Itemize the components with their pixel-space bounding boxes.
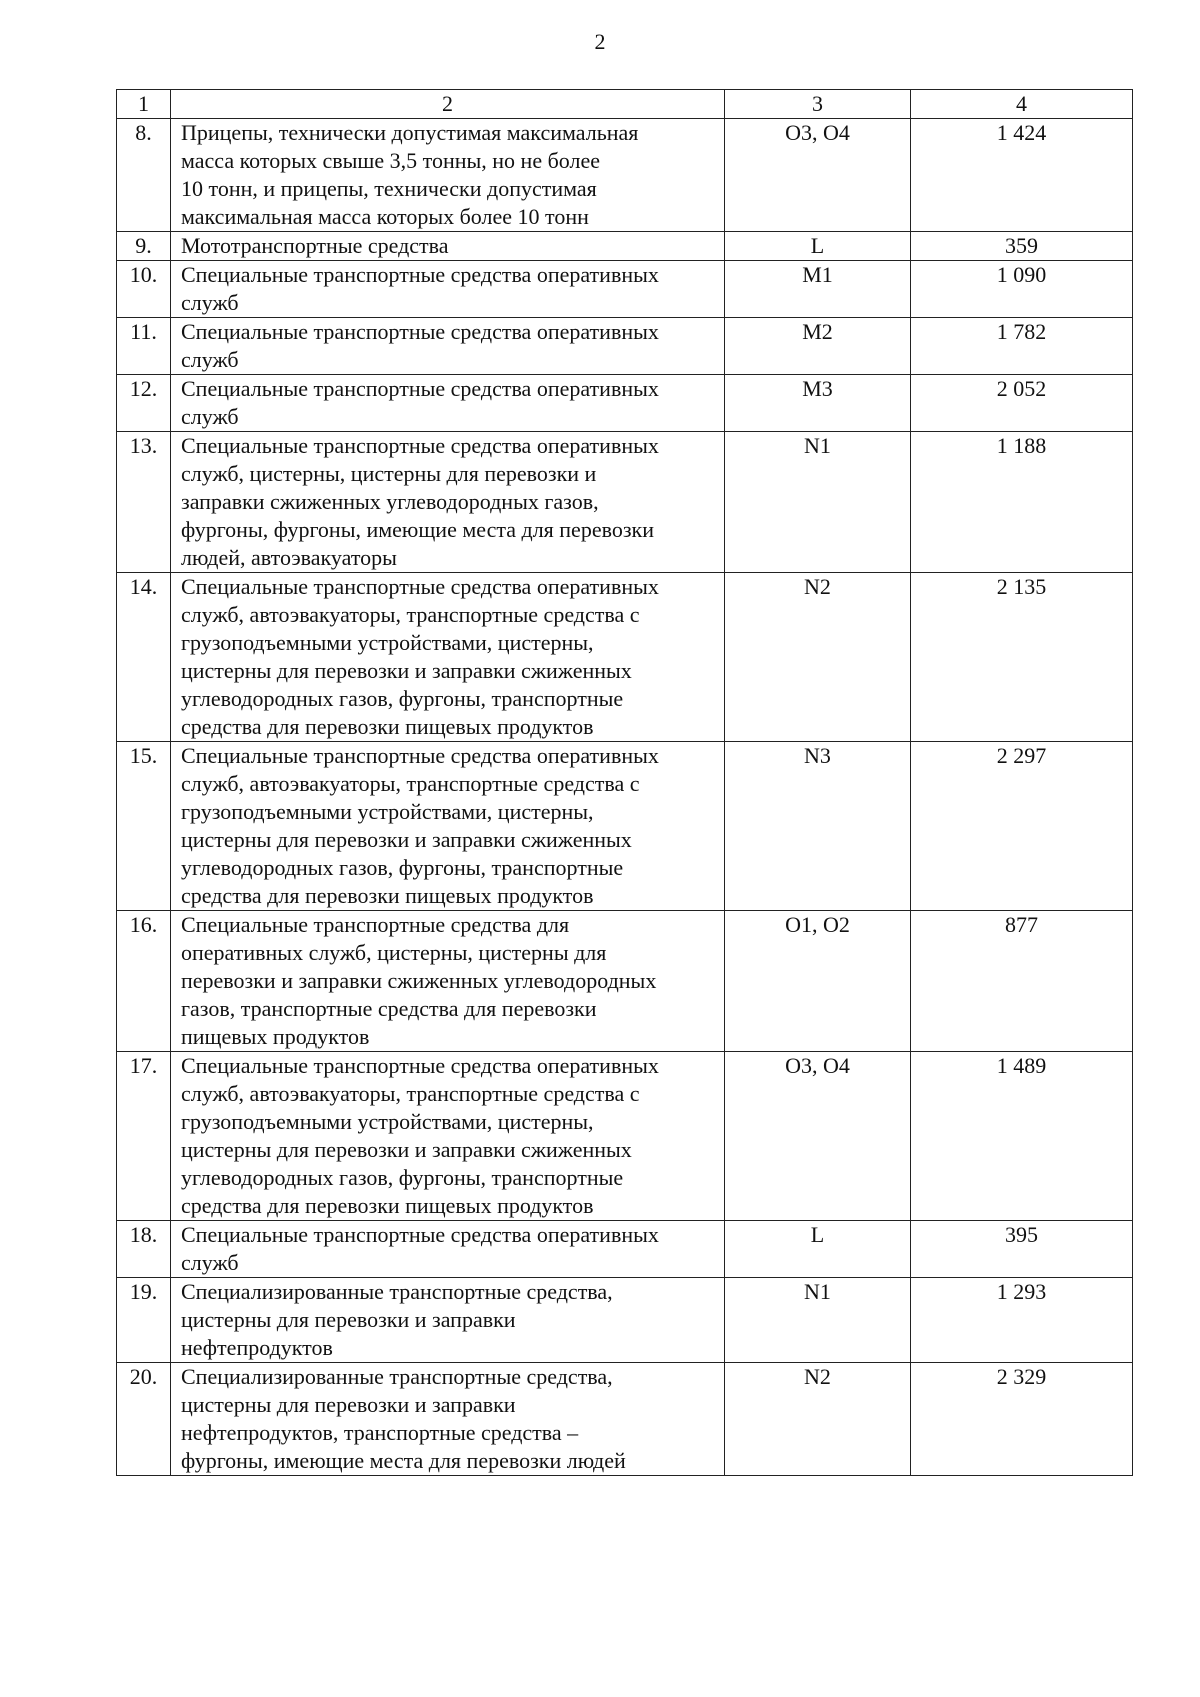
description-line: Специальные транспортные средства оперативных <box>181 743 659 768</box>
row-number: 9. <box>117 232 171 261</box>
vehicle-description <box>171 318 725 375</box>
description-line: Специальные транспортные средства оперативных <box>181 1053 659 1078</box>
header-col-1: 1 <box>117 90 171 119</box>
row-number: 13. <box>117 432 171 573</box>
vehicle-category: O1, O2 <box>725 911 911 1052</box>
description-line: оперативных служб, цистерны, цистерны для <box>181 940 607 965</box>
description-line: Специальные транспортные средства оперативных <box>181 319 659 344</box>
row-number: 17. <box>117 1052 171 1221</box>
description-line: Прицепы, технически допустимая максимальная <box>181 120 639 145</box>
description-line: грузоподъемными устройствами, цистерны, <box>181 630 594 655</box>
vehicle-category: N1 <box>725 432 911 573</box>
description-line: средства для перевозки пищевых продуктов <box>181 883 594 908</box>
vehicle-category: L <box>725 1221 911 1278</box>
description-line: Специальные транспортные средства оперативных <box>181 262 659 287</box>
description-line: служб <box>181 1250 239 1275</box>
rate-value: 1 090 <box>911 261 1133 318</box>
description-line: углеводородных газов, фургоны, транспортные <box>181 686 624 711</box>
description-line: людей, автоэвакуаторы <box>181 545 397 570</box>
description-line: Специальные транспортные средства оперативных <box>181 1222 659 1247</box>
description-line: средства для перевозки пищевых продуктов <box>181 714 594 739</box>
table-row <box>117 1363 1133 1476</box>
rate-value: 877 <box>911 911 1133 1052</box>
description-line: служб, цистерны, цистерны для перевозки и <box>181 461 597 486</box>
table-row <box>117 1278 1133 1363</box>
rate-value: 1 489 <box>911 1052 1133 1221</box>
vehicle-description <box>171 432 725 573</box>
description-line: максимальная масса которых более 10 тонн <box>181 204 589 229</box>
description-line: заправки сжиженных углеводородных газов, <box>181 489 599 514</box>
description-line: служб, автоэвакуаторы, транспортные средства с <box>181 1081 640 1106</box>
table-row <box>117 911 1133 1052</box>
table-row <box>117 261 1133 318</box>
description-line: Специальные транспортные средства оперативных <box>181 433 659 458</box>
vehicle-category: N2 <box>725 1363 911 1476</box>
description-line: Специальные транспортные средства оперативных <box>181 376 659 401</box>
vehicle-description <box>171 261 725 318</box>
row-number: 19. <box>117 1278 171 1363</box>
description-line: Специальные транспортные средства для <box>181 912 570 937</box>
table-row <box>117 1052 1133 1221</box>
description-line: 10 тонн, и прицепы, технически допустимая <box>181 176 597 201</box>
row-number: 14. <box>117 573 171 742</box>
table-row <box>117 318 1133 375</box>
row-number: 8. <box>117 119 171 232</box>
tariff-table <box>116 89 1133 1476</box>
description-line: углеводородных газов, фургоны, транспортные <box>181 1165 624 1190</box>
description-line: перевозки и заправки сжиженных углеводородных <box>181 968 657 993</box>
vehicle-description <box>171 1221 725 1278</box>
description-line: Специализированные транспортные средства, <box>181 1364 613 1389</box>
table-row <box>117 119 1133 232</box>
vehicle-description <box>171 911 725 1052</box>
description-line: цистерны для перевозки и заправки <box>181 1392 516 1417</box>
header-col-2: 2 <box>171 90 725 119</box>
vehicle-description <box>171 742 725 911</box>
description-line: газов, транспортные средства для перевозки <box>181 996 597 1021</box>
description-line: нефтепродуктов <box>181 1335 333 1360</box>
description-line: цистерны для перевозки и заправки сжиженных <box>181 1137 632 1162</box>
vehicle-description <box>171 1278 725 1363</box>
header-col-3: 3 <box>725 90 911 119</box>
header-col-4: 4 <box>911 90 1133 119</box>
vehicle-description <box>171 573 725 742</box>
vehicle-description <box>171 1052 725 1221</box>
row-number: 12. <box>117 375 171 432</box>
vehicle-category: M3 <box>725 375 911 432</box>
vehicle-description <box>171 119 725 232</box>
table-row <box>117 232 1133 261</box>
description-line: Специализированные транспортные средства, <box>181 1279 613 1304</box>
vehicle-category: N2 <box>725 573 911 742</box>
description-line: служб, автоэвакуаторы, транспортные средства с <box>181 771 640 796</box>
description-line: служб <box>181 347 239 372</box>
vehicle-category: L <box>725 232 911 261</box>
description-line: фургоны, фургоны, имеющие места для перевозки <box>181 517 654 542</box>
header-row <box>117 90 1133 119</box>
row-number: 15. <box>117 742 171 911</box>
rate-value: 1 293 <box>911 1278 1133 1363</box>
description-line: средства для перевозки пищевых продуктов <box>181 1193 594 1218</box>
vehicle-category: M1 <box>725 261 911 318</box>
table-body <box>117 119 1133 1476</box>
table-row <box>117 573 1133 742</box>
vehicle-category: N1 <box>725 1278 911 1363</box>
vehicle-category: N3 <box>725 742 911 911</box>
rate-value: 1 424 <box>911 119 1133 232</box>
description-line: фургоны, имеющие места для перевозки людей <box>181 1448 626 1473</box>
rate-value: 395 <box>911 1221 1133 1278</box>
vehicle-category: O3, O4 <box>725 1052 911 1221</box>
vehicle-description <box>171 232 725 261</box>
rate-value: 2 297 <box>911 742 1133 911</box>
table-row <box>117 1221 1133 1278</box>
description-line: грузоподъемными устройствами, цистерны, <box>181 799 594 824</box>
row-number: 20. <box>117 1363 171 1476</box>
description-line: служб, автоэвакуаторы, транспортные средства с <box>181 602 640 627</box>
description-line: углеводородных газов, фургоны, транспортные <box>181 855 624 880</box>
row-number: 11. <box>117 318 171 375</box>
rate-value: 1 188 <box>911 432 1133 573</box>
page-number: 2 <box>594 29 606 54</box>
row-number: 10. <box>117 261 171 318</box>
row-number: 16. <box>117 911 171 1052</box>
description-line: нефтепродуктов, транспортные средства – <box>181 1420 579 1445</box>
description-line: служб <box>181 404 239 429</box>
description-line: Специальные транспортные средства оперативных <box>181 574 659 599</box>
description-line: служб <box>181 290 239 315</box>
table-header <box>117 90 1133 119</box>
rate-value: 1 782 <box>911 318 1133 375</box>
vehicle-category: M2 <box>725 318 911 375</box>
vehicle-description <box>171 375 725 432</box>
table-row <box>117 375 1133 432</box>
table-row <box>117 742 1133 911</box>
description-line: грузоподъемными устройствами, цистерны, <box>181 1109 594 1134</box>
rate-value: 2 329 <box>911 1363 1133 1476</box>
description-line: масса которых свыше 3,5 тонны, но не более <box>181 148 600 173</box>
rate-value: 2 135 <box>911 573 1133 742</box>
rate-value: 2 052 <box>911 375 1133 432</box>
table-row <box>117 432 1133 573</box>
description-line: цистерны для перевозки и заправки сжиженных <box>181 827 632 852</box>
description-line: пищевых продуктов <box>181 1024 370 1049</box>
row-number: 18. <box>117 1221 171 1278</box>
vehicle-category: O3, O4 <box>725 119 911 232</box>
description-line: цистерны для перевозки и заправки сжиженных <box>181 658 632 683</box>
vehicle-description <box>171 1363 725 1476</box>
rate-value: 359 <box>911 232 1133 261</box>
description-line: цистерны для перевозки и заправки <box>181 1307 516 1332</box>
description-line: Мототранспортные средства <box>181 233 449 258</box>
